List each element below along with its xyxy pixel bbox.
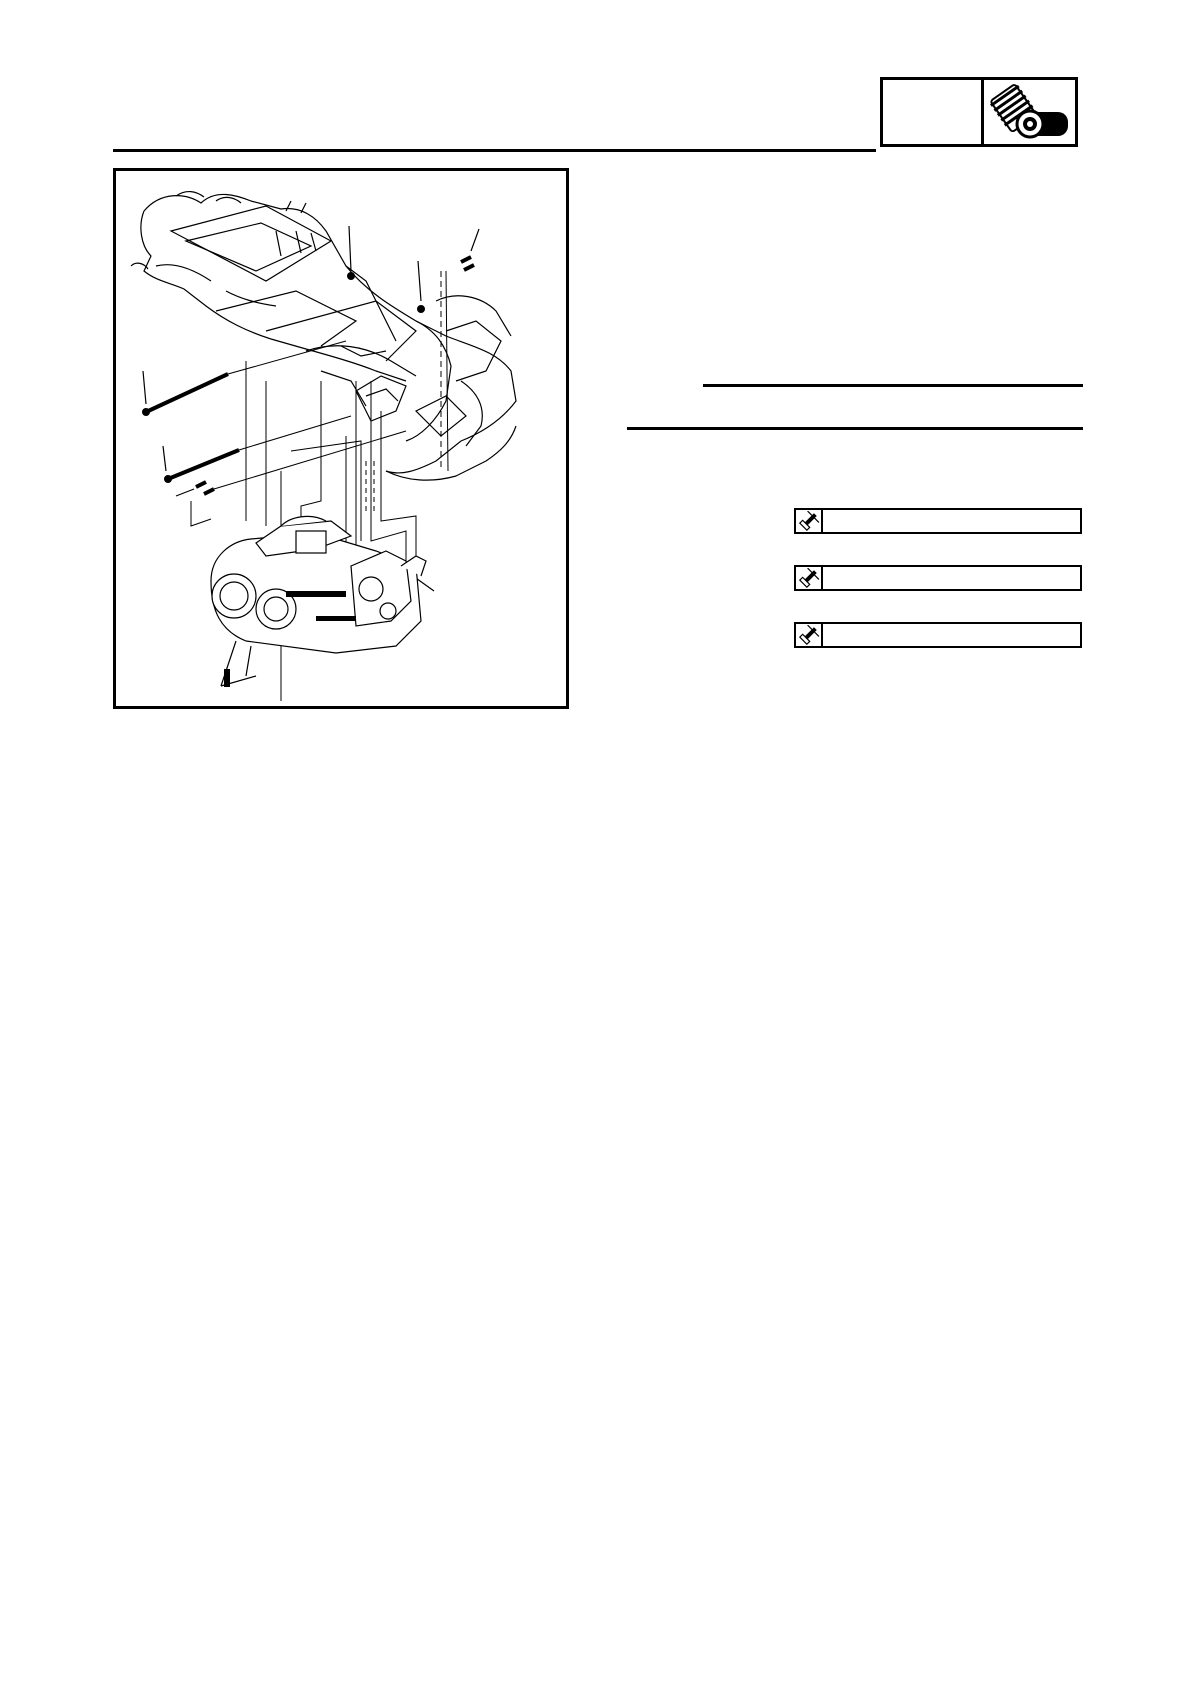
torque-spec-box-2	[794, 565, 1082, 591]
torque-spec-box-3	[794, 622, 1082, 648]
header-rule	[113, 149, 876, 152]
exploded-view-drawing	[116, 171, 566, 706]
section-rule-lower	[627, 427, 1083, 430]
section-rule-upper	[703, 384, 1083, 387]
engine-service-icon	[984, 80, 1075, 144]
torque-wrench-icon	[796, 624, 823, 646]
engine-mounting-figure	[113, 168, 569, 709]
section-label-cell	[883, 80, 984, 144]
torque-wrench-icon	[796, 510, 823, 532]
torque-wrench-icon	[796, 567, 823, 589]
torque-spec-box-1	[794, 508, 1082, 534]
section-badge	[880, 77, 1078, 147]
